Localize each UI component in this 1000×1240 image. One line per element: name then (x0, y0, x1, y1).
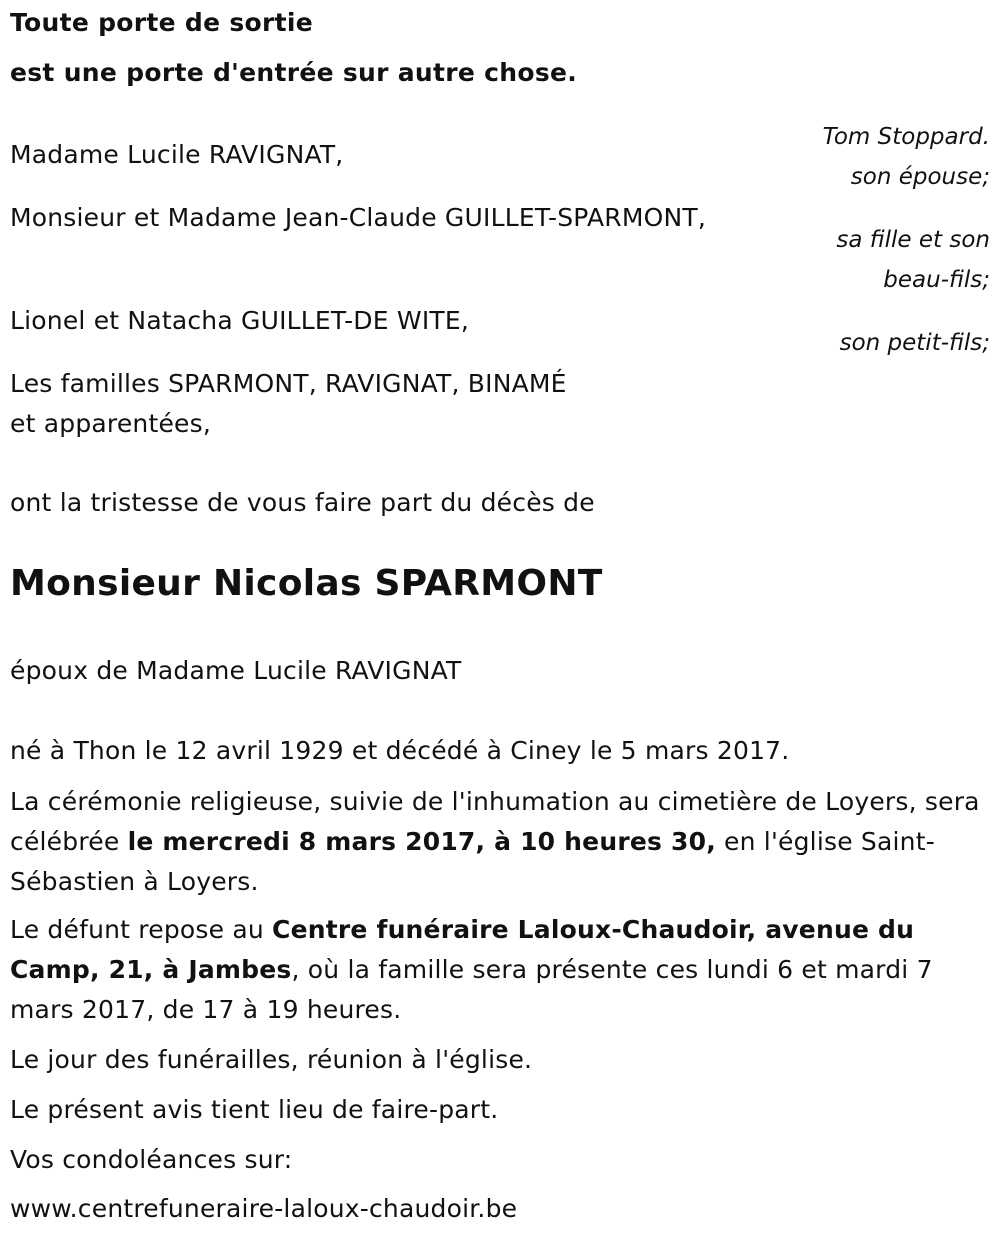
epigraph-author: Tom Stoppard. (822, 124, 990, 150)
condolences-label: Vos condoléances sur: (10, 1145, 293, 1174)
deceased-spouse: époux de Madame Lucile RAVIGNAT (10, 656, 462, 685)
announcement-text: ont la tristesse de vous faire part du décès de (10, 488, 595, 517)
notice-text: Le présent avis tient lieu de faire-part. (10, 1095, 499, 1124)
viewing-place: Centre funéraire Laloux-Chaudoir, avenue du Camp, 21, à Jambes (10, 915, 915, 984)
viewing-details: , où la famille sera présente ces lundi 6 et mardi 7 mars 2017, de 17 à 19 heures. (10, 955, 933, 1024)
epigraph-line-2: est une porte d'entrée sur autre chose. (10, 58, 578, 87)
mourner-grandson-name: Lionel et Natacha GUILLET-DE WITE, (10, 306, 470, 335)
birth-death-dates: né à Thon le 12 avril 1929 et décédé à Ciney le 5 mars 2017. (10, 736, 790, 765)
mourner-families-line-1: Les familles SPARMONT, RAVIGNAT, BINAMÉ (10, 369, 567, 398)
viewing-paragraph (10, 910, 985, 1030)
viewing-intro: Le défunt repose au (10, 915, 273, 944)
mourner-daughter-name: Monsieur et Madame Jean-Claude GUILLET-SPARMONT, (10, 203, 707, 232)
ceremony-datetime: le mercredi 8 mars 2017, à 10 heures 30, (127, 827, 716, 856)
mourner-spouse-relation: son épouse; (850, 164, 990, 190)
mourner-daughter-relation-line-2: beau-fils; (883, 267, 990, 293)
ceremony-location: en l'église Saint-Sébastien à Loyers. (10, 827, 935, 896)
meeting-text: Le jour des funérailles, réunion à l'église. (10, 1045, 533, 1074)
ceremony-paragraph (10, 782, 985, 902)
mourner-families-line-2: et apparentées, (10, 409, 211, 438)
deceased-name: Monsieur Nicolas SPARMONT (10, 563, 603, 604)
mourner-daughter-relation-line-1: sa fille et son (836, 227, 990, 253)
mourner-grandson-relation: son petit-fils; (839, 330, 990, 356)
mourner-spouse-name: Madame Lucile RAVIGNAT, (10, 140, 344, 169)
condolences-website-link[interactable]: www.centrefuneraire-laloux-chaudoir.be (10, 1194, 518, 1223)
epigraph-line-1: Toute porte de sortie (10, 8, 314, 37)
ceremony-intro: La cérémonie religieuse, suivie de l'inhumation au cimetière de Loyers, sera célébrée (10, 787, 980, 856)
